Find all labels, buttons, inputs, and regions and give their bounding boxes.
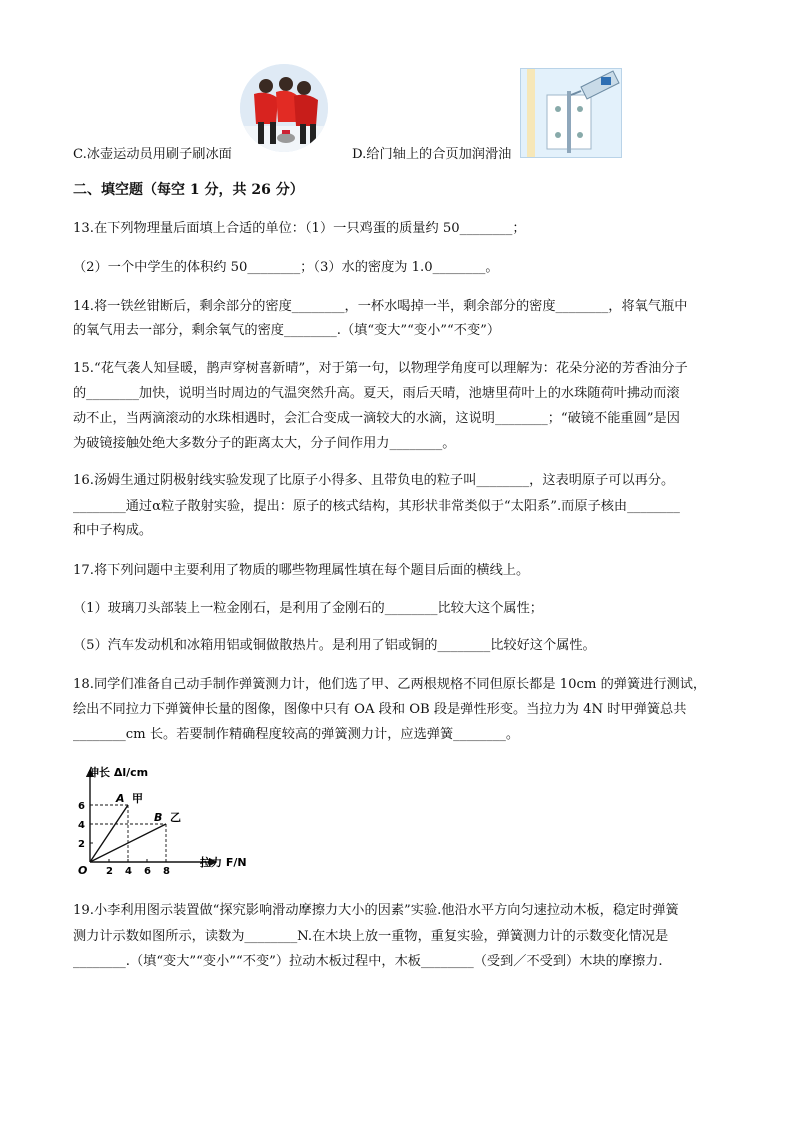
series-point-label: B: [154, 811, 163, 824]
q15-line-1: 15.“花气袭人知昼暖，鹊声穿树喜新晴”，对于第一句，以物理学角度可以理解为：花朵分泌的芳香油分子: [73, 361, 688, 376]
q19-line-2: 测力计示数如图所示，读数为________N.在木块上放一重物，重复实验，弹簧测力计的示数变化情况是: [73, 929, 669, 944]
q14-line-1: 14.将一铁丝钳断后，剩余部分的密度________，一杯水喝掉一半，剩余部分的密度________，将氧气瓶中: [73, 299, 688, 314]
q17-line-1: 17.将下列问题中主要利用了物质的哪些物理属性填在每个题目后面的横线上。: [73, 563, 530, 578]
series-line: [90, 805, 128, 862]
q15-line-2: 的________加快，说明当时周边的气温突然升高。夏天，雨后天晴，池塘里荷叶上的水珠随荷叶拂动而滚: [73, 386, 680, 401]
q17-line-3: （5）汽车发动机和冰箱用铝或铜做散热片。是利用了铝或铜的________比较好这个属性。: [73, 638, 596, 653]
y-tick-label: 2: [78, 839, 85, 850]
q15-line-3: 动不止，当两滴滚动的水珠相遇时，会汇合变成一滴较大的水滴，这说明________；“破镜不能重圆”是因: [73, 411, 680, 426]
q16-line-2: ________通过α粒子散射实验，提出：原子的核式结构，其形状非常类似于“太阳系”.而原子核由________: [73, 499, 680, 514]
x-tick-label: 8: [163, 866, 170, 877]
section-heading: 二、填空题（每空 1 分，共 26 分）: [73, 182, 304, 198]
q15-line-4: 为破镜接触处绝大多数分子的距离太大，分子间作用力________。: [73, 436, 456, 451]
y-axis-label: 伸长 Δl/cm: [88, 766, 149, 779]
q16-line-1: 16.汤姆生通过阴极射线实验发现了比原子小得多、且带负电的粒子叫________，这表明原子可以再分。: [73, 473, 675, 488]
q18-line-3: ________cm 长。若要制作精确程度较高的弹簧测力计，应选弹簧________。: [73, 727, 520, 742]
spring-extension-chart: [68, 762, 268, 882]
series-name-label: 甲: [132, 792, 143, 805]
option-d-text: D.给门轴上的合页加润滑油: [352, 147, 512, 162]
q19-line-3: ________.（填“变大”“变小”“不变”）拉动木板过程中，木板________（受到／不受到）木块的摩擦力.: [73, 954, 663, 969]
q13-line-1: 13.在下列物理量后面填上合适的单位：（1）一只鸡蛋的质量约 50________；: [73, 221, 526, 236]
series-name-label: 乙: [170, 811, 181, 824]
q13-line-2: （2）一个中学生的体积约 50________；（3）水的密度为 1.0________。: [73, 260, 499, 275]
y-tick-label: 4: [78, 820, 85, 831]
x-axis-label: 拉力 F/N: [200, 856, 247, 869]
series-point-label: A: [116, 792, 125, 805]
x-tick-label: 2: [106, 866, 113, 877]
q17-line-2: （1）玻璃刀头部装上一粒金刚石，是利用了金刚石的________比较大这个属性；: [73, 601, 543, 616]
q18-line-1: 18.同学们准备自己动手制作弹簧测力计，他们选了甲、乙两根规格不同但原长都是 10cm 的弹簧进行测试，: [73, 677, 707, 692]
option-c-text: C.冰壶运动员用刷子刷冰面: [73, 147, 232, 162]
curling-photo: [240, 64, 328, 152]
x-tick-label: 4: [125, 866, 132, 877]
y-tick-label: 6: [78, 801, 85, 812]
q18-line-2: 绘出不同拉力下弹簧伸长量的图像，图像中只有 OA 段和 OB 段是弹性形变。当拉力为 4N 时甲弹簧总共: [73, 702, 687, 717]
q16-line-3: 和中子构成。: [73, 523, 153, 538]
x-tick-label: 6: [144, 866, 151, 877]
q19-line-1: 19.小李利用图示装置做“探究影响滑动摩擦力大小的因素”实验.他沿水平方向匀速拉动木板，稳定时弹簧: [73, 903, 679, 918]
q14-line-2: 的氧气用去一部分，剩余氧气的密度________.（填“变大”“变小”“不变”）: [73, 323, 501, 338]
origin-label: O: [78, 864, 88, 877]
door-hinge-photo: [520, 68, 622, 158]
